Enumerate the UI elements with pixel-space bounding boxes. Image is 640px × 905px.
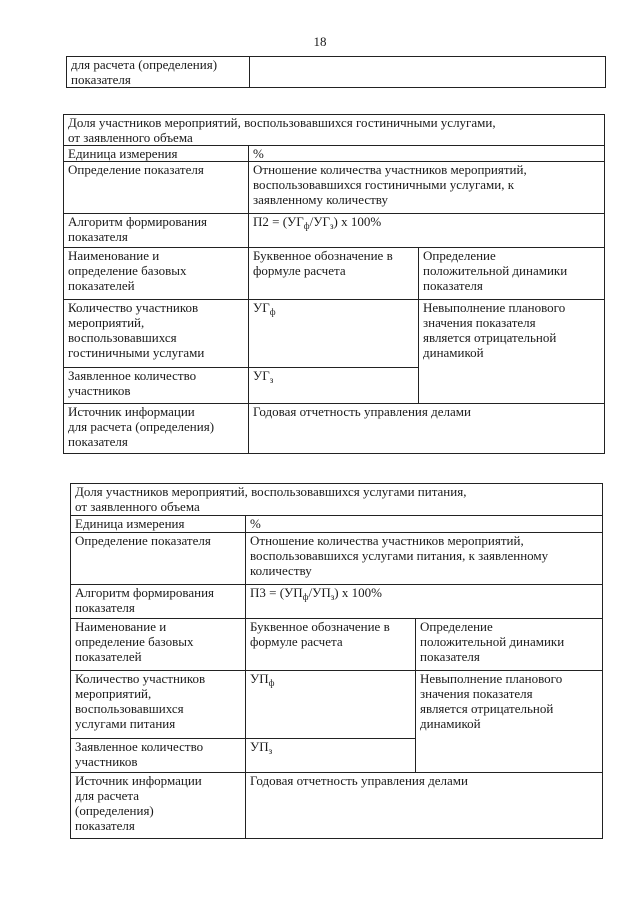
- definition-label: Определение показателя: [64, 162, 249, 214]
- base-header-row: [71, 619, 603, 671]
- formula-sub-actual: ф: [303, 221, 310, 231]
- actual-count-label: Количество участников мероприятий, воспользовавшихся гостиничными услугами: [64, 300, 249, 368]
- symbol-column-header: Буквенное обозначение в формуле расчета: [249, 248, 419, 300]
- base-indicators-label: Наименование и определение базовых показателей: [64, 248, 249, 300]
- unit-label: Единица измерения: [64, 146, 249, 162]
- dynamics-column-header: Определение положительной динамики показателя: [419, 248, 605, 300]
- formula: [249, 214, 605, 248]
- title-row: [64, 115, 605, 146]
- algorithm-row: [64, 214, 605, 248]
- base-indicators-label: Наименование и определение базовых показателей: [71, 619, 246, 671]
- unit-row: [64, 146, 605, 162]
- algorithm-label: Алгоритм формирования показателя: [64, 214, 249, 248]
- source-value: Годовая отчетность управления делами: [246, 773, 603, 839]
- formula-sub-actual: ф: [302, 592, 309, 602]
- dynamics-column-header: Определение положительной динамики показателя: [416, 619, 603, 671]
- symbol-base: УП: [250, 739, 269, 754]
- indicator-title: Доля участников мероприятий, воспользовавшихся услугами питания, от заявленного объема: [71, 484, 603, 516]
- source-label: для расчета (определения) показателя: [67, 57, 250, 88]
- definition-value: Отношение количества участников мероприятий, воспользовавшихся гостиничными услугами, к заявленному количеству: [249, 162, 605, 214]
- definition-row: [64, 162, 605, 214]
- actual-count-label: Количество участников мероприятий, воспользовавшихся услугами питания: [71, 671, 246, 739]
- symbol-column-header: Буквенное обозначение в формуле расчета: [246, 619, 416, 671]
- source-label: Источник информации для расчета (определения) показателя: [71, 773, 246, 839]
- source-value: [250, 57, 606, 88]
- declared-count-symbol: [246, 739, 416, 773]
- dynamics-value: Невыполнение планового значения показателя является отрицательной динамикой: [419, 300, 605, 404]
- actual-count-symbol: [246, 671, 416, 739]
- indicator-title: Доля участников мероприятий, воспользовавшихся гостиничными услугами, от заявленного объема: [64, 115, 605, 146]
- formula-lhs: П2 = (УГ: [253, 214, 304, 229]
- symbol-sub: ф: [268, 678, 275, 688]
- algorithm-row: [71, 585, 603, 619]
- declared-count-symbol: [249, 368, 419, 404]
- formula-mid: /УГ: [309, 214, 330, 229]
- source-row: [64, 404, 605, 454]
- source-row: [67, 57, 606, 88]
- actual-count-symbol: [249, 300, 419, 368]
- formula-sub-declared: з: [330, 592, 335, 602]
- page-number: 18: [313, 34, 327, 49]
- indicator-table-hotel: [63, 114, 605, 454]
- formula-rhs: ) х 100%: [334, 585, 382, 600]
- symbol-sub: з: [269, 375, 274, 385]
- formula-lhs: П3 = (УП: [250, 585, 303, 600]
- algorithm-label: Алгоритм формирования показателя: [71, 585, 246, 619]
- definition-label: Определение показателя: [71, 533, 246, 585]
- unit-value: %: [249, 146, 605, 162]
- base-header-row: [64, 248, 605, 300]
- indicator-table-catering: [70, 483, 603, 839]
- source-label: Источник информации для расчета (определения) показателя: [64, 404, 249, 454]
- formula-sub-declared: з: [329, 221, 334, 231]
- title-row: [71, 484, 603, 516]
- actual-count-row: [71, 671, 603, 739]
- formula-rhs: ) х 100%: [333, 214, 382, 229]
- symbol-sub: ф: [269, 307, 276, 317]
- continued-table-fragment: [66, 56, 606, 88]
- source-value: Годовая отчетность управления делами: [249, 404, 605, 454]
- symbol-base: УП: [250, 671, 269, 686]
- symbol-base: УГ: [253, 368, 270, 383]
- formula-mid: /УП: [308, 585, 331, 600]
- definition-value: Отношение количества участников мероприятий, воспользовавшихся услугами питания, к заявленному количеству: [246, 533, 603, 585]
- dynamics-value: Невыполнение планового значения показателя является отрицательной динамикой: [416, 671, 603, 773]
- symbol-base: УГ: [253, 300, 270, 315]
- declared-count-label: Заявленное количество участников: [64, 368, 249, 404]
- unit-value: %: [246, 516, 603, 533]
- declared-count-label: Заявленное количество участников: [71, 739, 246, 773]
- formula: [246, 585, 603, 619]
- actual-count-row: [64, 300, 605, 368]
- source-row: [71, 773, 603, 839]
- unit-label: Единица измерения: [71, 516, 246, 533]
- definition-row: [71, 533, 603, 585]
- unit-row: [71, 516, 603, 533]
- symbol-sub: з: [268, 746, 273, 756]
